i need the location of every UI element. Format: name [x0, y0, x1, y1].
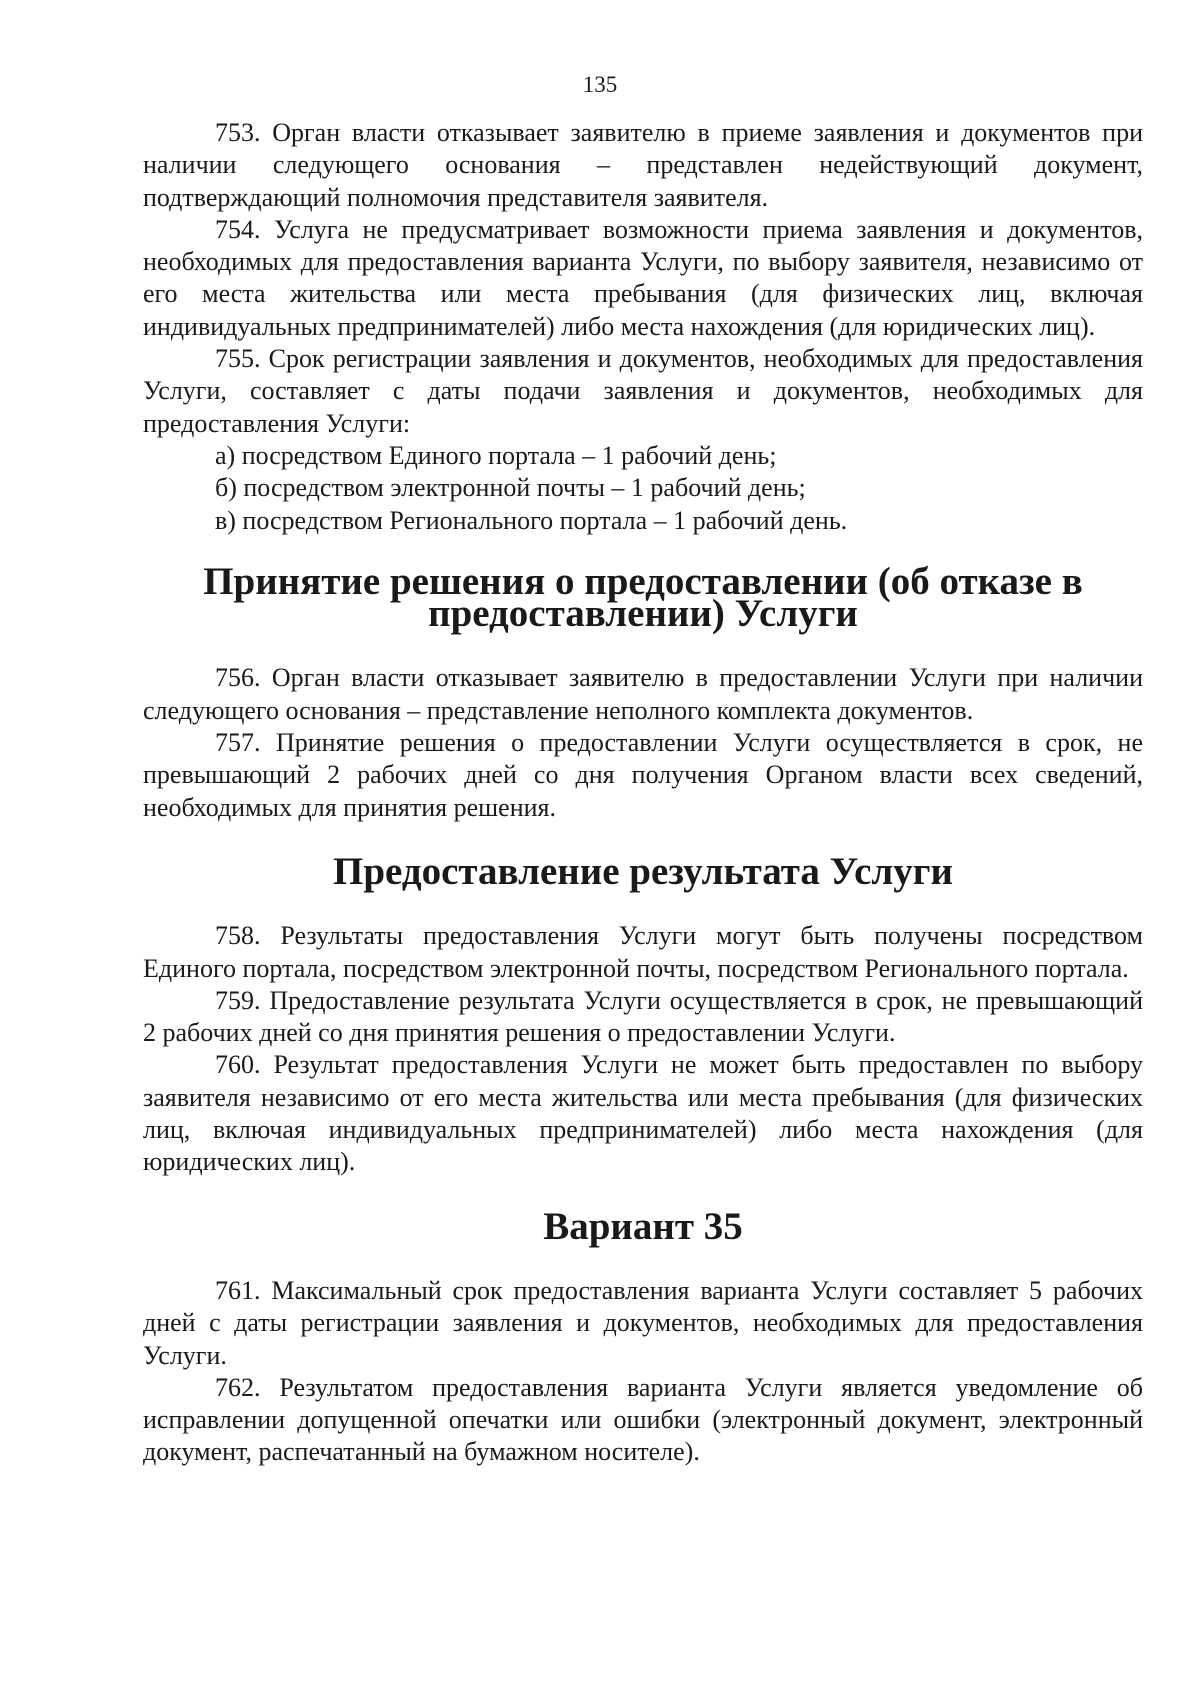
- list-item-v: в) посредством Регионального портала – 1 рабочий день.: [215, 505, 848, 535]
- paragraph-762: 762. Результатом предоставления варианта Услуги является уведомление об исправлении допущенной опечатки или ошибки (электронный документ, электронный документ, распечатанный на бумажном носителе).: [143, 1372, 1143, 1467]
- page-number: 135: [582, 72, 618, 97]
- section-heading-variant: Вариант 35: [543, 1204, 743, 1248]
- paragraph-757: 757. Принятие решения о предоставлении Услуги осуществляется в срок, не превышающий 2 рабочих дней со дня получения Органом власти всех сведений, необходимых для принятия решения.: [143, 728, 1143, 822]
- paragraph-754: 754. Услуга не предусматривает возможности приема заявления и документов, необходимых для предоставления варианта Услуги, по выбору заявителя, независимо от его места жительства или места пребывания (для физических лиц, включая индивидуальных предпринимателей) либо места нахождения (для юридических лиц).: [143, 214, 1143, 341]
- paragraph-759: 759. Предоставление результата Услуги осуществляется в срок, не превышающий 2 рабочих дней со дня принятия решения о предоставлении Услуги.: [143, 985, 1143, 1048]
- paragraph-753: 753. Орган власти отказывает заявителю в приеме заявления и документов при наличии следующего основания – представлен недействующий документ, подтверждающий полномочия представителя заявителя.: [143, 118, 1143, 212]
- section-heading-result: Предоставление результата Услуги: [333, 849, 953, 893]
- paragraph-758: 758. Результаты предоставления Услуги могут быть получены посредством Единого портала, посредством электронной почты, посредством Регионального портала.: [143, 921, 1143, 983]
- paragraph-756: 756. Орган власти отказывает заявителю в предоставлении Услуги при наличии следующего основания – представление неполного комплекта документов.: [143, 663, 1143, 725]
- paragraph-761: 761. Максимальный срок предоставления варианта Услуги составляет 5 рабочих дней с даты регистрации заявления и документов, необходимых для предоставления Услуги.: [143, 1275, 1143, 1370]
- document-body: [143, 117, 1143, 1469]
- paragraph-755: 755. Срок регистрации заявления и документов, необходимых для предоставления Услуги, составляет с даты подачи заявления и документов, необходимых для предоставления Услуги:: [143, 344, 1143, 438]
- paragraph-760: 760. Результат предоставления Услуги не может быть предоставлен по выбору заявителя независимо от его места жительства или места пребывания (для физических лиц, включая индивидуальных предпринимателей) либо места нахождения (для юридических лиц).: [143, 1050, 1143, 1177]
- list-item-a: а) посредством Единого портала – 1 рабочий день;: [215, 440, 777, 470]
- list-item-b: б) посредством электронной почты – 1 рабочий день;: [215, 473, 806, 503]
- section-heading-decision: Принятие решения о предоставлении (об отказе в предоставлении) Услуги: [203, 559, 1083, 636]
